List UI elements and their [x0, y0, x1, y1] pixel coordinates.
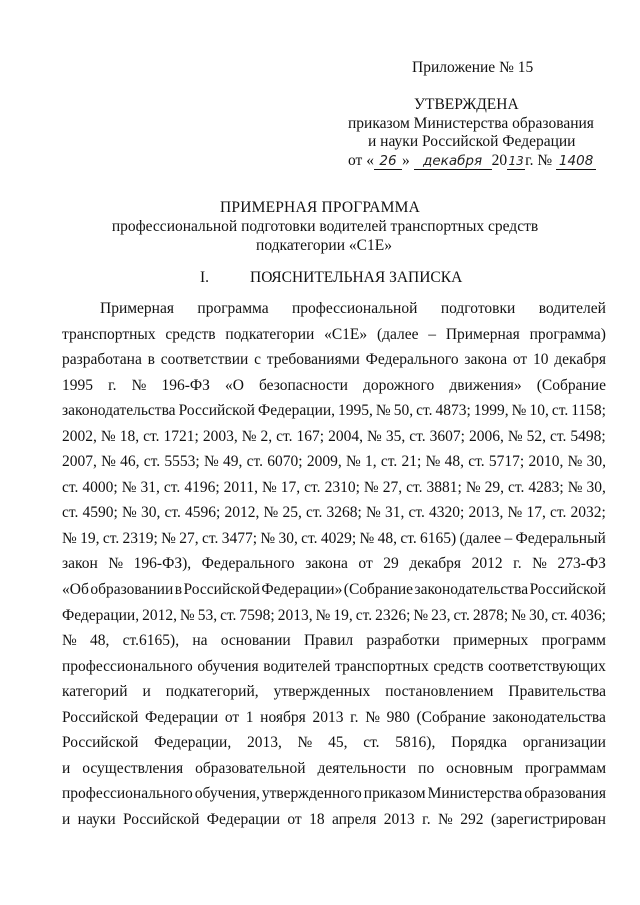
paragraph-line: 1995 г. № 196-ФЗ «О безопасности дорожного движения» (Собрание [62, 376, 606, 394]
order-issuer-line2: и науки Российской Федерации [368, 133, 576, 150]
approved-label: УТВЕРЖДЕНА [414, 96, 519, 113]
paragraph-line: Российской Федерации, 2013, № 45, ст. 5816), Порядка организации [62, 734, 606, 752]
section-number: I. [200, 269, 210, 286]
paragraph-line: профессионального обучения водителей транспортных средств соответствующих [62, 657, 606, 675]
handwritten-year: 13 [508, 154, 524, 168]
date-prefix: от « [348, 152, 374, 169]
section-title: ПОЯСНИТЕЛЬНАЯ ЗАПИСКА [250, 269, 463, 286]
explanatory-note-text [62, 296, 606, 832]
appendix-number: Приложение № 15 [412, 59, 534, 76]
handwritten-day: 26 [374, 154, 402, 170]
handwritten-month: декабря [414, 154, 492, 170]
paragraph-line: № 48, ст.6165), на основании Правил разработки примерных программ [62, 632, 606, 650]
order-date-line [348, 151, 596, 170]
paragraph-line: Федерации, 2012, № 53, ст. 7598; 2013, № 19, ст. 2326; № 23, ст. 2878; № 30, ст. 4036; [62, 606, 606, 624]
title-line3: подкатегории «С1Е» [256, 237, 392, 254]
date-mid: » [401, 152, 410, 169]
paragraph-line: ст. 4590; № 30, ст. 4596; 2012, № 25, ст. 3268; № 31, ст. 4320; 2013, № 17, ст. 2032; [62, 504, 606, 522]
paragraph-line: транспортных средств подкатегории «С1Е» (далее – Примерная программа) [62, 325, 606, 343]
title-line1: ПРИМЕРНАЯ ПРОГРАММА [219, 199, 421, 216]
order-issuer-line1: приказом Министерства образования [348, 115, 594, 132]
paragraph-line: и науки Российской Федерации от 18 апреля 2013 г. № 292 (зарегистрирован [62, 810, 606, 828]
paragraph-line: и осуществления образовательной деятельности по основным программам [62, 759, 606, 777]
paragraph-line: 2002, № 18, ст. 1721; 2003, № 2, ст. 167; 2004, № 35, ст. 3607; 2006, № 52, ст. 5498; [62, 427, 606, 445]
date-year-suffix: г. № [525, 152, 553, 169]
paragraph-line: законодательства Российской Федерации, 1995, № 50, ст. 4873; 1999, № 10, ст. 1158; [62, 402, 606, 420]
paragraph-line: закон № 196-ФЗ), Федерального закона от 29 декабря 2012 г. № 273-ФЗ [62, 555, 606, 573]
section-heading [200, 268, 462, 287]
paragraph-line: профессионального обучения, утвержденного приказом Министерства образования [62, 785, 606, 803]
paragraph-line: ст. 4000; № 31, ст. 4196; 2011, № 17, ст. 2310; № 27, ст. 3881; № 29, ст. 4283; № 30, [62, 478, 606, 496]
paragraph-line: Примерная программа профессиональной подготовки водителей [100, 300, 606, 317]
paragraph-line: № 19, ст. 2319; № 27, ст. 3477; № 30, ст. 4029; № 48, ст. 6165) (далее – Федеральный [62, 529, 606, 547]
paragraph-line: разработана в соответствии с требованиями Федерального закона от 10 декабря [62, 351, 606, 369]
date-year-prefix: 20 [491, 152, 508, 169]
paragraph-line: 2007, № 46, ст. 5553; № 49, ст. 6070; 2009, № 1, ст. 21; № 48, ст. 5717; 2010, № 30, [62, 453, 606, 471]
handwritten-order-number: 1408 [556, 154, 596, 170]
paragraph-line: «Об образовании в Российской Федерации» (Собрание законодательства Российской [62, 581, 606, 599]
title-line2: профессиональной подготовки водителей транспортных средств [111, 218, 539, 235]
document-title [0, 198, 640, 255]
paragraph-line: категорий и подкатегорий, утвержденных постановлением Правительства [62, 683, 606, 701]
paragraph-line: Российской Федерации от 1 ноября 2013 г. № 980 (Собрание законодательства [62, 708, 606, 726]
